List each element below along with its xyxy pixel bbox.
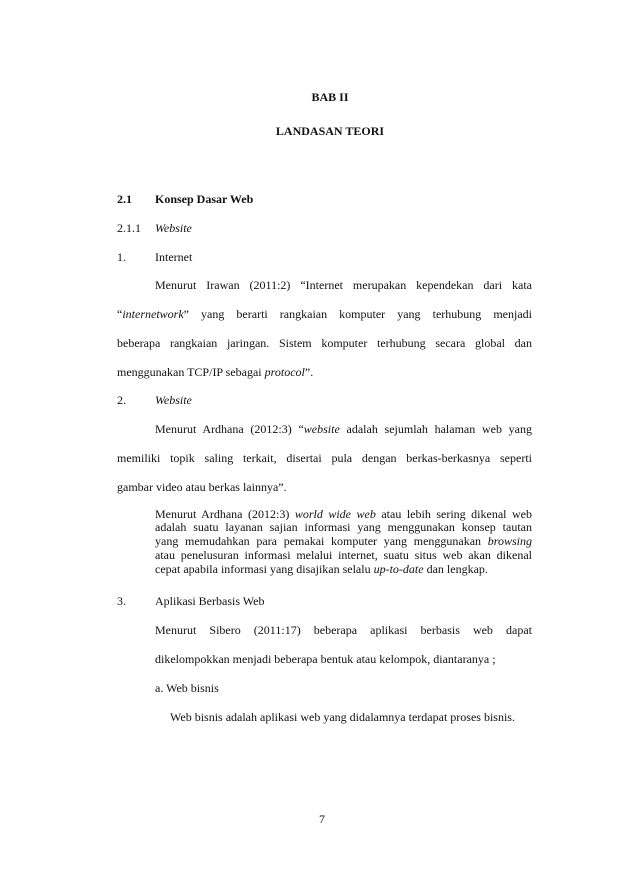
sub-item-label: a. Web bisnis (155, 681, 219, 695)
subsection-number: 2.1.1 (117, 221, 141, 235)
paragraph-line: memiliki topik saling terkait, disertai pula dengan berkas-berkasnya seperti (117, 451, 532, 465)
subsection-title: Website (155, 221, 192, 235)
quote-line: yang memudahkan para pemakai komputer yang menggunakan browsing (155, 534, 532, 548)
quote-line: adalah suatu layanan sajian informasi yang menggunakan konsep tautan (155, 520, 532, 534)
paragraph-line: beberapa rangkaian jaringan. Sistem komputer terhubung secara global dan (117, 336, 532, 350)
paragraph-line: menggunakan TCP/IP sebagai protocol”. (117, 365, 314, 379)
item-title: Aplikasi Berbasis Web (155, 594, 265, 608)
italic-term: up-to-date (373, 562, 424, 576)
item-number: 1. (117, 250, 126, 264)
section-number: 2.1 (117, 192, 132, 206)
item-title: Website (155, 393, 192, 407)
italic-term: browsing (487, 534, 532, 548)
item-number: 2. (117, 393, 126, 407)
page-number: 7 (319, 812, 325, 826)
item-number: 3. (117, 594, 126, 608)
italic-term: internetwork (122, 307, 184, 321)
italic-term: world wide web (294, 507, 376, 521)
section-title: Konsep Dasar Web (155, 192, 254, 206)
paragraph-line: Menurut Ardhana (2012:3) “website adalah sejumlah halaman web yang (155, 422, 532, 436)
paragraph-line: gambar video atau berkas lainnya”. (117, 480, 287, 494)
chapter-heading: BAB II (311, 90, 349, 104)
quote-line: cepat apabila informasi yang disajikan selalu up-to-date dan lengkap. (155, 562, 488, 576)
paragraph-line: Menurut Sibero (2011:17) beberapa aplikasi berbasis web dapat (155, 623, 532, 637)
quote-line: Menurut Ardhana (2012:3) world wide web atau lebih sering dikenal web (155, 507, 532, 521)
italic-term: website (303, 422, 340, 436)
paragraph-line: “internetwork” yang berarti rangkaian komputer yang terhubung menjadi (117, 307, 532, 321)
italic-term: protocol (264, 365, 305, 379)
paragraph-line: dikelompokkan menjadi beberapa bentuk atau kelompok, diantaranya ; (155, 652, 496, 666)
paragraph-line: Menurut Irawan (2011:2) “Internet merupakan kependekan dari kata (155, 278, 532, 292)
chapter-title: LANDASAN TEORI (275, 124, 385, 138)
quote-line: atau penelusuran informasi melalui internet, suatu situs web akan dikenal (155, 548, 532, 562)
item-title: Internet (155, 250, 193, 264)
sub-item-text: Web bisnis adalah aplikasi web yang didalamnya terdapat proses bisnis. (170, 710, 515, 724)
